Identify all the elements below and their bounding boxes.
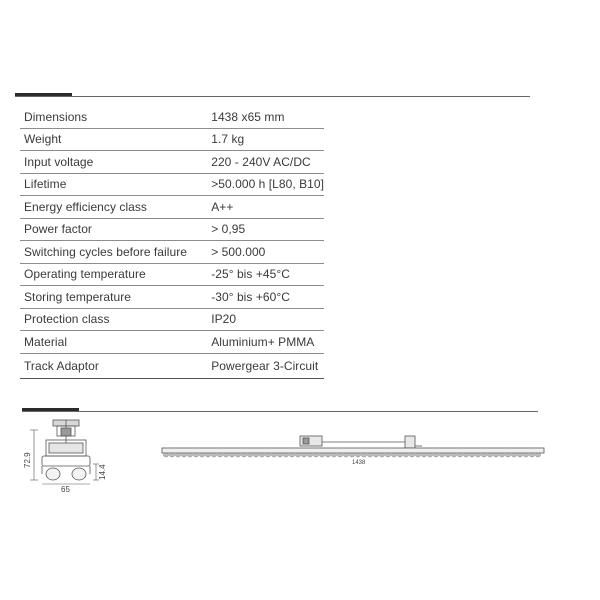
lens-bump xyxy=(355,453,360,457)
spec-label: Input voltage xyxy=(20,151,201,174)
lens-bump xyxy=(289,453,294,457)
cross-section-drawing xyxy=(20,418,130,508)
table-row xyxy=(20,286,324,309)
lens-bump xyxy=(343,453,348,457)
lens-bump xyxy=(217,453,222,457)
lens-bump xyxy=(367,453,372,457)
spec-value: >50.000 h [L80, B10] xyxy=(201,173,324,196)
spec-label: Energy efficiency class xyxy=(20,196,201,219)
lens-bump xyxy=(187,453,192,457)
lens-bump xyxy=(283,453,288,457)
spec-label: Material xyxy=(20,331,201,354)
spec-table xyxy=(20,106,324,379)
lens-bump xyxy=(499,453,504,457)
spec-value: -25° bis +45°C xyxy=(201,263,324,286)
height-dimension-label: 72.9 xyxy=(23,452,32,468)
spec-label: Weight xyxy=(20,128,201,151)
table-row xyxy=(20,128,324,151)
lens-bump xyxy=(433,453,438,457)
lens-bump xyxy=(481,453,486,457)
profile-dimension-label: 14.4 xyxy=(98,464,107,480)
spec-value: Powergear 3-Circuit xyxy=(201,353,324,378)
lens-bump xyxy=(397,453,402,457)
spec-label: Dimensions xyxy=(20,106,201,128)
lens-bump xyxy=(277,453,282,457)
table-row xyxy=(20,331,324,354)
lens-bump xyxy=(403,453,408,457)
lens-bump xyxy=(169,453,174,457)
lens-bump xyxy=(415,453,420,457)
spec-label: Operating temperature xyxy=(20,263,201,286)
table-row xyxy=(20,353,324,378)
lens-bump xyxy=(253,453,258,457)
lens-bump xyxy=(517,453,522,457)
lens-bump xyxy=(205,453,210,457)
side-view-drawing xyxy=(160,430,550,470)
spec-value: IP20 xyxy=(201,308,324,331)
table-row xyxy=(20,173,324,196)
table-row xyxy=(20,241,324,264)
table-row xyxy=(20,218,324,241)
lens-bump xyxy=(229,453,234,457)
spec-value: -30° bis +60°C xyxy=(201,286,324,309)
length-dimension-label: 1438 xyxy=(352,460,366,466)
lens-bump xyxy=(331,453,336,457)
spec-label: Track Adaptor xyxy=(20,353,201,378)
lens-bump xyxy=(163,453,168,457)
lens-bump xyxy=(391,453,396,457)
lens-bump xyxy=(349,453,354,457)
lens-bump xyxy=(193,453,198,457)
lens-bump xyxy=(385,453,390,457)
lens-bump xyxy=(235,453,240,457)
lens-bump xyxy=(505,453,510,457)
spec-label: Protection class xyxy=(20,308,201,331)
lens-bump xyxy=(295,453,300,457)
lens-bump xyxy=(523,453,528,457)
spec-value: 1.7 kg xyxy=(201,128,324,151)
section-divider-specs xyxy=(15,96,530,97)
section-divider-drawing xyxy=(22,411,538,412)
lens-bump xyxy=(337,453,342,457)
lens-bump xyxy=(265,453,270,457)
spec-value: > 0,95 xyxy=(201,218,324,241)
lens-bump xyxy=(271,453,276,457)
spec-value: > 500.000 xyxy=(201,241,324,264)
lens-bump xyxy=(475,453,480,457)
lens-bump xyxy=(511,453,516,457)
lens-bump xyxy=(247,453,252,457)
lens-bump xyxy=(211,453,216,457)
spec-label: Lifetime xyxy=(20,173,201,196)
lens-bump xyxy=(199,453,204,457)
table-row xyxy=(20,308,324,331)
lens-bump xyxy=(319,453,324,457)
table-row xyxy=(20,151,324,174)
spec-label: Power factor xyxy=(20,218,201,241)
lens-bump xyxy=(469,453,474,457)
lens-bump xyxy=(439,453,444,457)
lens-bump xyxy=(427,453,432,457)
lens-bump xyxy=(445,453,450,457)
lens-bump xyxy=(241,453,246,457)
lens-bump xyxy=(259,453,264,457)
table-row xyxy=(20,196,324,219)
spec-value: A++ xyxy=(201,196,324,219)
spec-label: Storing temperature xyxy=(20,286,201,309)
lens-bump xyxy=(487,453,492,457)
spec-value: 1438 x65 mm xyxy=(201,106,324,128)
lens-bump xyxy=(379,453,384,457)
lens-bump xyxy=(307,453,312,457)
lens-bump xyxy=(325,453,330,457)
spec-value: 220 - 240V AC/DC xyxy=(201,151,324,174)
lens-bump xyxy=(175,453,180,457)
spec-label: Switching cycles before failure xyxy=(20,241,201,264)
lens-bump xyxy=(313,453,318,457)
lens-bump xyxy=(493,453,498,457)
lens-bump xyxy=(421,453,426,457)
lens-bump xyxy=(181,453,186,457)
lens-bump xyxy=(463,453,468,457)
lens-bump xyxy=(361,453,366,457)
spec-value: Aluminium+ PMMA xyxy=(201,331,324,354)
lens-bump xyxy=(301,453,306,457)
lens-bump xyxy=(529,453,534,457)
lens-row xyxy=(163,453,540,457)
lens-bump xyxy=(457,453,462,457)
table-row xyxy=(20,106,324,128)
width-dimension-label: 65 xyxy=(61,485,70,494)
lens-bump xyxy=(535,453,540,457)
table-row xyxy=(20,263,324,286)
lens-bump xyxy=(409,453,414,457)
lens-bump xyxy=(373,453,378,457)
lens-bump xyxy=(451,453,456,457)
lens-bump xyxy=(223,453,228,457)
